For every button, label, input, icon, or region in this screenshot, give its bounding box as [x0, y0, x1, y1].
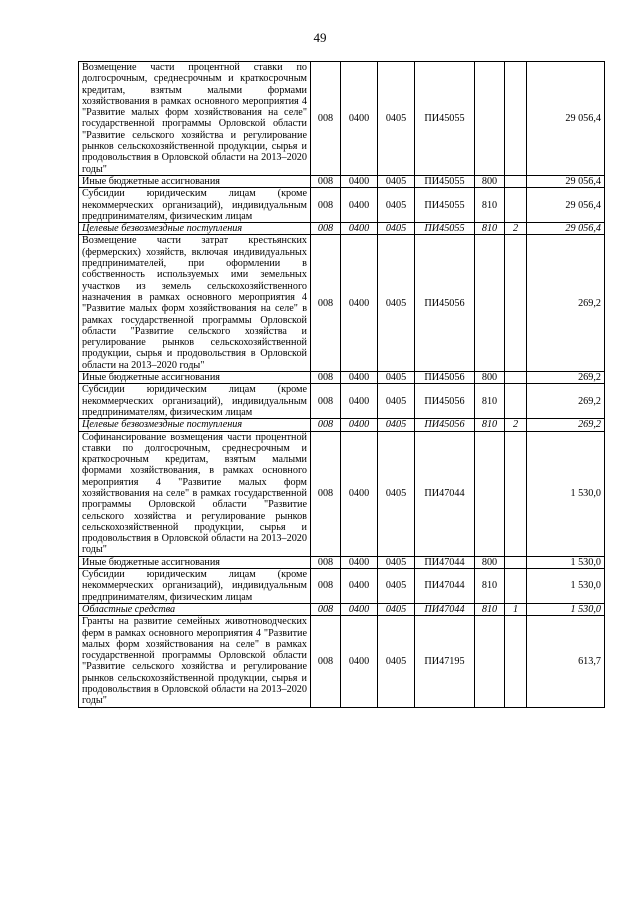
table-row [79, 384, 605, 419]
amount-value: 269,2 [527, 419, 605, 431]
expense-type-code: 800 [475, 175, 505, 187]
section-code: 0400 [341, 616, 378, 707]
ministry-code: 008 [311, 223, 341, 235]
table-row [79, 616, 605, 707]
funding-source-code: 1 [505, 603, 527, 615]
expense-type-code: 810 [475, 569, 505, 604]
subsection-code: 0405 [378, 235, 415, 372]
ministry-code: 008 [311, 384, 341, 419]
section-code: 0400 [341, 384, 378, 419]
target-article-code: ПИ45055 [415, 175, 475, 187]
subsection-code: 0405 [378, 175, 415, 187]
subsection-code: 0405 [378, 188, 415, 223]
amount-value: 269,2 [527, 372, 605, 384]
target-article-code: ПИ47044 [415, 556, 475, 568]
expense-type-code [475, 431, 505, 556]
ministry-code: 008 [311, 569, 341, 604]
funding-source-code [505, 62, 527, 176]
amount-value: 29 056,4 [527, 175, 605, 187]
ministry-code: 008 [311, 616, 341, 707]
expense-type-code: 810 [475, 223, 505, 235]
expense-type-code: 810 [475, 188, 505, 223]
section-code: 0400 [341, 188, 378, 223]
subsection-code: 0405 [378, 62, 415, 176]
amount-value: 29 056,4 [527, 223, 605, 235]
ministry-code: 008 [311, 431, 341, 556]
expense-type-code [475, 616, 505, 707]
table-body [79, 62, 605, 708]
expense-type-code [475, 62, 505, 176]
expense-type-code: 810 [475, 603, 505, 615]
expense-type-code: 810 [475, 419, 505, 431]
section-code: 0400 [341, 175, 378, 187]
section-code: 0400 [341, 569, 378, 604]
section-code: 0400 [341, 419, 378, 431]
row-name: Возмещение части затрат крестьянских (фермерских) хозяйств, включая индивидуальных предпринимателей, при оформлении в собственность используемых ими земельных участков из земель сельскохозяйственного назначения в рамках основного мероприятия 4 "Развитие малых форм хозяйствования на селе" в рамках государственной программы Орловской области "Развитие сельского хозяйства и регулирование рынков сельскохозяйственной продукции, сырья и продовольствия в Орловской области на 2013–2020 годы" [79, 235, 311, 372]
table-row [79, 431, 605, 556]
table-row [79, 235, 605, 372]
section-code: 0400 [341, 223, 378, 235]
amount-value: 613,7 [527, 616, 605, 707]
expense-type-code: 800 [475, 556, 505, 568]
funding-source-code [505, 556, 527, 568]
funding-source-code [505, 188, 527, 223]
row-name: Субсидии юридическим лицам (кроме некоммерческих организаций), индивидуальным предпринимателям, физическим лицам [79, 569, 311, 604]
ministry-code: 008 [311, 62, 341, 176]
ministry-code: 008 [311, 175, 341, 187]
target-article-code: ПИ47195 [415, 616, 475, 707]
subsection-code: 0405 [378, 384, 415, 419]
table-row [79, 603, 605, 615]
row-name: Субсидии юридическим лицам (кроме некоммерческих организаций), индивидуальным предпринимателям, физическим лицам [79, 188, 311, 223]
section-code: 0400 [341, 235, 378, 372]
funding-source-code [505, 235, 527, 372]
table-row [79, 569, 605, 604]
table-row [79, 188, 605, 223]
funding-source-code [505, 616, 527, 707]
row-name: Областные средства [79, 603, 311, 615]
section-code: 0400 [341, 372, 378, 384]
row-name: Субсидии юридическим лицам (кроме некоммерческих организаций), индивидуальным предпринимателям, физическим лицам [79, 384, 311, 419]
ministry-code: 008 [311, 235, 341, 372]
amount-value: 29 056,4 [527, 62, 605, 176]
ministry-code: 008 [311, 188, 341, 223]
subsection-code: 0405 [378, 223, 415, 235]
row-name: Целевые безвозмездные поступления [79, 223, 311, 235]
target-article-code: ПИ45055 [415, 188, 475, 223]
ministry-code: 008 [311, 556, 341, 568]
table-row [79, 175, 605, 187]
section-code: 0400 [341, 556, 378, 568]
row-name: Целевые безвозмездные поступления [79, 419, 311, 431]
funding-source-code: 2 [505, 223, 527, 235]
target-article-code: ПИ47044 [415, 603, 475, 615]
target-article-code: ПИ45056 [415, 384, 475, 419]
funding-source-code: 2 [505, 419, 527, 431]
section-code: 0400 [341, 62, 378, 176]
row-name: Иные бюджетные ассигнования [79, 175, 311, 187]
ministry-code: 008 [311, 419, 341, 431]
row-name: Иные бюджетные ассигнования [79, 372, 311, 384]
subsection-code: 0405 [378, 569, 415, 604]
table-row [79, 62, 605, 176]
amount-value: 1 530,0 [527, 603, 605, 615]
amount-value: 1 530,0 [527, 556, 605, 568]
section-code: 0400 [341, 603, 378, 615]
funding-source-code [505, 431, 527, 556]
target-article-code: ПИ45056 [415, 419, 475, 431]
row-name: Гранты на развитие семейных животноводческих ферм в рамках основного мероприятия 4 "Развитие малых форм хозяйствования на селе" в рамках государственной программы Орловской области "Развитие сельского хозяйства и регулирование рынков сельскохозяйственной продукции, сырья и продовольствия в Орловской области на 2013–2020 годы" [79, 616, 311, 707]
amount-value: 29 056,4 [527, 188, 605, 223]
funding-source-code [505, 372, 527, 384]
section-code: 0400 [341, 431, 378, 556]
target-article-code: ПИ47044 [415, 569, 475, 604]
amount-value: 269,2 [527, 384, 605, 419]
table-row [79, 223, 605, 235]
table-row [79, 372, 605, 384]
table-row [79, 419, 605, 431]
page-number: 49 [313, 30, 327, 45]
row-name: Софинансирование возмещения части процентной ставки по долгосрочным, среднесрочным и краткосрочным кредитам, взятым малыми формами хозяйствования, в рамках основного мероприятия 4 "Развитие малых форм хозяйствования на селе" в рамках государственной программы Орловской области "Развитие сельского хозяйства и регулирование рынков сельскохозяйственной продукции, сырья и продовольствия в Орловской области на 2013–2020 годы" [79, 431, 311, 556]
expense-type-code: 800 [475, 372, 505, 384]
ministry-code: 008 [311, 372, 341, 384]
target-article-code: ПИ45056 [415, 372, 475, 384]
target-article-code: ПИ45055 [415, 62, 475, 176]
amount-value: 269,2 [527, 235, 605, 372]
budget-table [78, 61, 605, 708]
subsection-code: 0405 [378, 419, 415, 431]
row-name: Иные бюджетные ассигнования [79, 556, 311, 568]
target-article-code: ПИ45056 [415, 235, 475, 372]
table-row [79, 556, 605, 568]
amount-value: 1 530,0 [527, 569, 605, 604]
subsection-code: 0405 [378, 556, 415, 568]
subsection-code: 0405 [378, 431, 415, 556]
target-article-code: ПИ47044 [415, 431, 475, 556]
ministry-code: 008 [311, 603, 341, 615]
row-name: Возмещение части процентной ставки по долгосрочным, среднесрочным и краткосрочным кредитам, взятым малыми формами хозяйствования в рамках основного мероприятия 4 "Развитие малых форм хозяйствования на селе" государственной программы Орловской области "Развитие сельского хозяйства и регулирование рынков сельскохозяйственной продукции, сырья и продовольствия в Орловской области на 2013–2020 годы" [79, 62, 311, 176]
funding-source-code [505, 569, 527, 604]
expense-type-code: 810 [475, 384, 505, 419]
subsection-code: 0405 [378, 603, 415, 615]
funding-source-code [505, 384, 527, 419]
subsection-code: 0405 [378, 616, 415, 707]
subsection-code: 0405 [378, 372, 415, 384]
amount-value: 1 530,0 [527, 431, 605, 556]
funding-source-code [505, 175, 527, 187]
expense-type-code [475, 235, 505, 372]
target-article-code: ПИ45055 [415, 223, 475, 235]
